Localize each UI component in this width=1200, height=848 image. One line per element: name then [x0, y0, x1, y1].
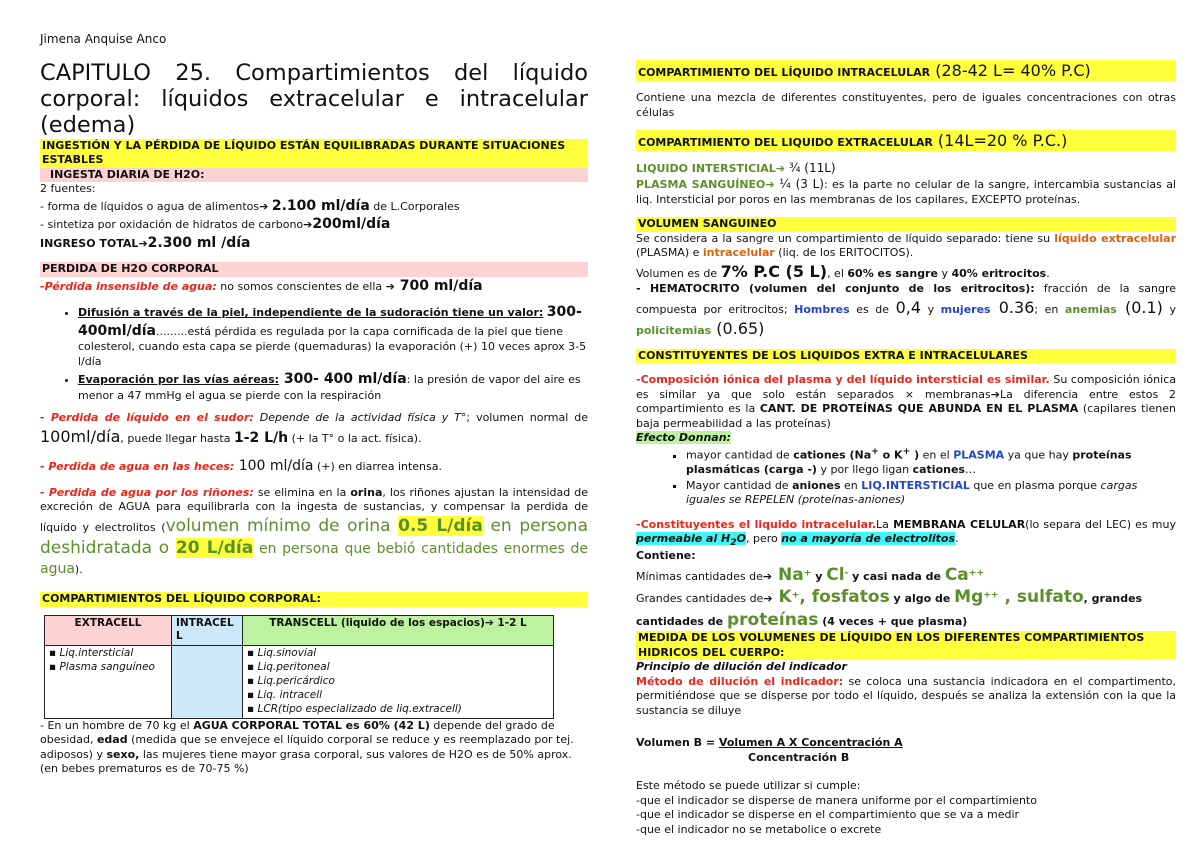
blood-volume-header: VOLUMEN SANGUINEO	[636, 217, 1176, 232]
plasma-line: PLASMA SANGUÍNEO➔ ¼ (3 L): es la parte no celular de la sangre, intercambia sustancias al liq. Intersticial por poros en las membranas de los capilares, EXCEPTO proteínas.	[636, 177, 1176, 206]
arrow-icon: ➔	[138, 236, 148, 250]
arrow-icon: ➔	[990, 387, 1000, 401]
arrow-icon: ➔	[484, 616, 494, 629]
source-1: - forma de líquidos o agua de alimentos➔ 2.100 ml/día de L.Corporales	[40, 197, 460, 214]
ionic-composition: -Composición iónica del plasma y del líquido intersticial es similar. Su composición iónica es similar ya que solo están separados × membranas➔La diferencia entre estos 2 compartimiento es la CANT. DE PROTEÍNAS QUE ABUNDA EN EL PLASMA (capilares tienen baja permeabilidad a las proteínas)	[636, 373, 1177, 430]
insensible-loss: -Pérdida insensible de agua: no somos conscientes de ella ➔ 700 ml/día	[40, 277, 483, 294]
list-item: -que el indicador se disperse en el compartimiento que se va a medir	[636, 808, 1020, 822]
dilution-principle: Principio de dilución del indicador	[636, 660, 847, 674]
intake-header: INGESTIÓN Y LA PÉRDIDA DE LÍQUIDO ESTÁN EQUILIBRADAS DURANTE SITUACIONES ESTABLES	[40, 139, 588, 168]
intracellular-header: COMPARTIMIENTO DEL LÍQUIDO INTRACELULAR (28-42 L= 40% P.C)	[636, 60, 1176, 81]
arrow-icon: ➔	[763, 592, 773, 606]
male-water-note: - En un hombre de 70 kg el AGUA CORPORAL TOTAL es 60% (42 L) depende del grado de obesidad, edad (medida que se envejece el líquido corporal se reduce y es reemplazado por tej. adiposos) y sexo, las mujeres tiene mayor grasa corporal, sus valores de H2O es de 50% aprox. (en bebes prematuros es de 70-75 %)	[40, 718, 574, 776]
blood-volume-text: Se considera a la sangre un compartimiento de líquido separado: tiene su líquido extracelular (PLASMA) e intracelular (liq. de los ERITOCITOS).	[636, 231, 1176, 260]
list-item: -que el indicador no se metabolice o excrete	[636, 822, 882, 836]
measurement-header: MEDIDA DE LOS VOLUMENES DE LÍQUIDO EN LOS DIFERENTES COMPARTIMIENTOS HIDRICOS DEL CUERPO:	[636, 631, 1176, 660]
intracellular-constituents: -Constituyentes el liquido intracelular.La MEMBRANA CELULAR(lo separa del LEC) es muy permeable al $H_2O$, pero no a mayoría de electrolitos.	[636, 517, 1176, 549]
arrow-icon: ➔	[259, 199, 269, 213]
arrow-icon: ➔	[775, 162, 786, 176]
col-transcell: TRANSCELL (liquido de los espacios)➔ 1-2 L	[243, 615, 554, 646]
cell-intracell	[172, 646, 243, 718]
total-intake: INGRESO TOTAL➔2.300 ml /día	[40, 234, 251, 251]
list-item: • Difusión a través de la piel, independiente de la sudoración tiene un valor: 300-400ml/día.........está pérdida es regulada por la capa cornificada de la piel que tiene colesterol, cuando esta capa se pierde (quemaduras) la evaporación (+) 10 veces aprox 3-5 l/día	[78, 303, 588, 369]
constituents-header: CONSTITUYENTES DE LOS LIQUIDOS EXTRA E INTRACELULARES	[636, 349, 1176, 364]
arrow-icon: ➔	[303, 218, 313, 232]
list-item: ▪ mayor cantidad de cationes (Na+ o K+ ) en el PLASMA ya que hay proteínas plasmáticas (carga -) y por llego ligan cationes…	[686, 446, 1176, 478]
arrow-icon: ➔	[762, 569, 773, 583]
extracellular-header: COMPARTIMIENTO DEL LIQUIDO EXTRACELULAR (14L=20 % P.C.)	[636, 130, 1176, 151]
loss-header: PERDIDA DE H2O CORPORAL	[40, 262, 588, 277]
hematocrit-text: - HEMATOCRITO (volumen del conjunto de los eritrocitos): fracción de la sangre compuesta por eritrocitos; Hombres es de 0,4 y mujeres 0.36; en anemias (0.1) y policitemias (0.65)	[636, 282, 1176, 338]
sweat-loss: - Perdida de líquido en el sudor: Depende de la actividad física y T°; volumen normal de 100ml/día, puede llegar hasta 1-2 L/h (+ la T° o la act. física).	[40, 411, 588, 446]
contains-label: Contiene:	[636, 549, 696, 563]
source-2: - sintetiza por oxidación de hidratos de carbono➔200ml/día	[40, 216, 391, 233]
left-column	[40, 32, 588, 777]
feces-loss: - Perdida de agua en las heces: 100 ml/día (+) en diarrea intensa.	[40, 458, 442, 475]
interstitial-line: LIQUIDO INTERSTICIAL➔ ¾ (11L)	[636, 161, 836, 176]
large-ions: Grandes cantidades de➔ K+, fosfatos y algo de Mg++ , sulfato, grandes cantidades de proteínas (4 veces + que plasma)	[636, 587, 1143, 630]
kidney-loss: - Perdida de agua por los riñones: se elimina en la orina, los riñones ajustan la intensidad de excreción de AGUA para equilibrarla con la ingesta de sustancias, y compensar la perdida de líquido y electrolitos (volumen mínimo de orina 0.5 L/día en persona deshidratada o 20 L/día en persona que bebió cantidades enormes de agua).	[40, 485, 589, 577]
compartments-table	[44, 615, 554, 719]
author-name: Jimena Anquise Anco	[40, 32, 167, 46]
col-intracell: INTRACEL L	[172, 615, 243, 646]
cell-transcell: ▪ Liq.sinovial ▪ Liq.peritoneal ▪ Liq.pericárdico ▪ Liq. intracell ▪ LCR(tipo especializado de liq.extracell)	[243, 646, 554, 718]
formula: Volumen B = Volumen A X Concentración A Concentración B	[636, 736, 903, 764]
arrow-icon: ➔	[385, 279, 395, 293]
conditions-intro: Este método se puede utilizar si cumple:	[636, 779, 861, 793]
donnan-list	[636, 446, 1176, 508]
col-extracell: EXTRACELL	[45, 615, 172, 646]
list-item: ▪ Mayor cantidad de aniones en LIQ.INTERSTICIAL que en plasma porque cargas iguales se REPELEN (proteínas-aniones)	[686, 479, 1176, 508]
list-item: • Evaporación por las vías aéreas: 300- 400 ml/día: la presión de vapor del aire es menor a 47 mmHg el agua se pierde con la respiración	[78, 370, 588, 403]
cell-extracell: ▪ Liq.intersticial ▪ Plasma sanguíneo	[45, 646, 172, 718]
insensible-list	[40, 303, 588, 403]
blood-volume-value: Volumen es de 7% P.C (5 L), el 60% es sangre y 40% eritrocitos.	[636, 261, 1050, 281]
sources-label: 2 fuentes:	[40, 182, 96, 196]
intracellular-text: Contiene una mezcla de diferentes constituyentes, pero de iguales concentraciones con otras células	[636, 91, 1176, 119]
page-title: CAPITULO 25. Compartimientos del líquido corporal: líquidos extracelular e intracelular (edema)	[40, 59, 588, 139]
compartments-header: COMPARTIMIENTOS DEL LÍQUIDO CORPORAL:	[40, 592, 588, 607]
minimal-ions: Mínimas cantidades de➔ Na+ y Cl- y casi nada de Ca++	[636, 564, 985, 585]
right-column	[636, 60, 1176, 837]
list-item: -que el indicador se disperse de manera uniforme por el compartimiento	[636, 793, 1037, 807]
donnan-effect: Efecto Donnan:	[636, 431, 731, 445]
daily-intake-header: INGESTA DIARIA DE H2O:	[40, 168, 588, 183]
arrow-icon: ➔	[765, 178, 775, 192]
dilution-method: Método de dilución el indicador: se coloca una sustancia indicadora en el compartimento, permitiéndose que se disperse por todo el líquido, después se analiza la extensión con la que la sustancia se diluye	[636, 674, 1176, 717]
